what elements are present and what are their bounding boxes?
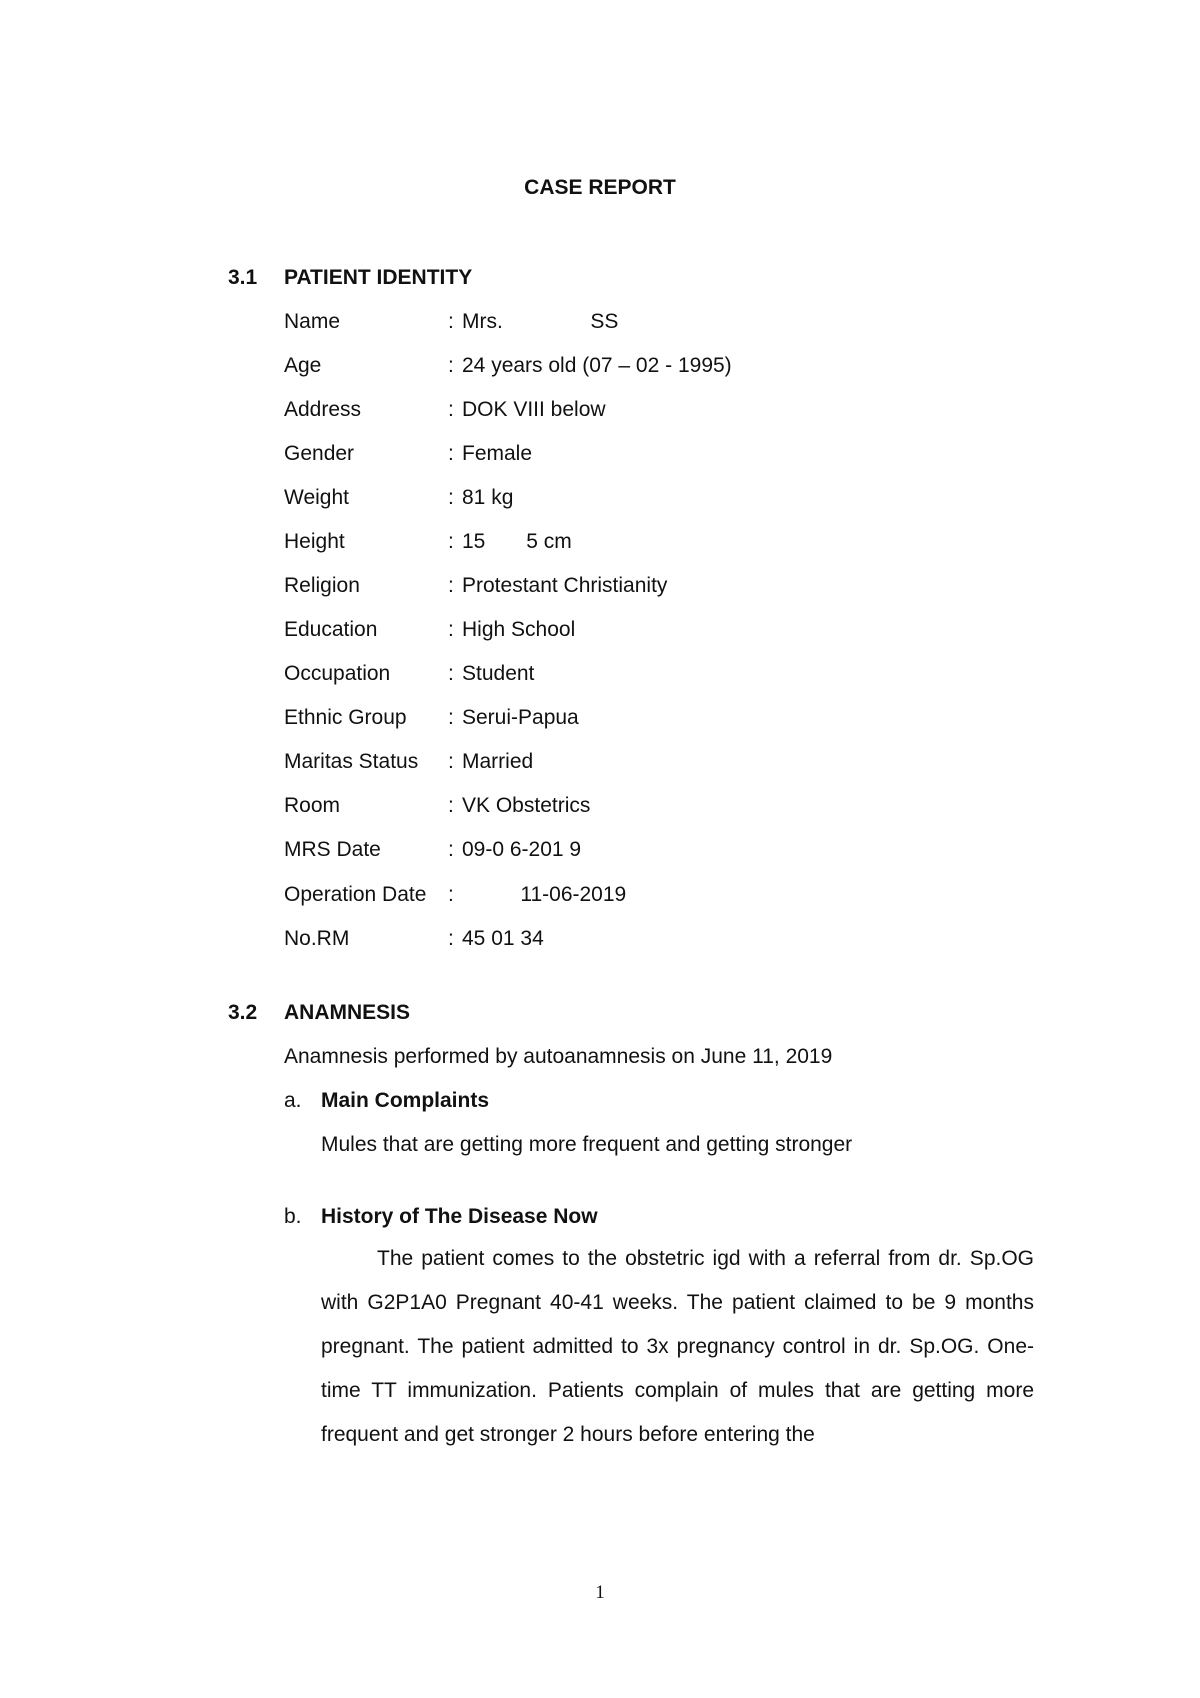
field-value: High School: [462, 618, 576, 641]
field-value: 11-06-2019: [462, 883, 627, 906]
field-row: Religion : Protestant Christianity: [284, 574, 668, 597]
field-value: DOK VIII below: [462, 398, 606, 421]
field-value: 09-0 6-201 9: [462, 838, 582, 861]
field-label: No.RM: [284, 927, 350, 950]
field-label: Height: [284, 530, 345, 553]
field-value: Serui-Papua: [462, 706, 579, 729]
field-row: Address : DOK VIII below: [284, 398, 606, 421]
anamnesis-intro: Anamnesis performed by autoanamnesis on June 11, 2019: [284, 1045, 833, 1068]
field-label: Operation Date: [284, 883, 427, 906]
field-label: Ethnic Group: [284, 706, 407, 729]
field-row: Gender : Female: [284, 442, 533, 465]
field-row: Operation Date : 11-06-2019: [284, 883, 627, 906]
history-text: The patient comes to the obstetric igd with a referral from dr. Sp.OG with G2P1A0 Pregnant 40-41 weeks. The patient claimed to be 9 months pregnant. The patient admitted to 3x pregnancy control in dr. Sp.OG. One-time TT immunization. Patients complain of mules that are getting more frequent and get stronger 2 hours before entering the: [321, 1247, 1034, 1446]
field-row: Ethnic Group : Serui-Papua: [284, 706, 579, 729]
field-row: Maritas Status : Married: [284, 750, 534, 773]
page-number: 1: [595, 1582, 605, 1603]
field-value: Student: [462, 662, 535, 685]
main-complaints-text: Mules that are getting more frequent and getting stronger: [321, 1133, 853, 1156]
field-row: Height : 15 5 cm: [284, 530, 572, 553]
subsection-title-history: History of The Disease Now: [321, 1205, 598, 1228]
field-value: Married: [462, 750, 534, 773]
field-label: Education: [284, 618, 378, 641]
field-value: Mrs. SS: [462, 310, 619, 333]
subsection-letter: b.: [284, 1205, 302, 1228]
field-value: Female: [462, 442, 533, 465]
document-title: CASE REPORT: [524, 176, 676, 199]
subsection-letter: a.: [284, 1089, 302, 1112]
field-row: Name : Mrs. SS: [284, 310, 619, 333]
field-label: Name: [284, 310, 341, 333]
field-row: Age : 24 years old (07 – 02 - 1995): [284, 354, 732, 377]
field-label: Age: [284, 354, 322, 377]
field-row: MRS Date : 09-0 6-201 9: [284, 838, 582, 861]
field-label: Weight: [284, 486, 349, 509]
section-number: 3.1: [228, 266, 258, 289]
field-row: Education : High School: [284, 618, 576, 641]
field-value: 81 kg: [462, 486, 514, 509]
field-value: VK Obstetrics: [462, 794, 591, 817]
field-label: Address: [284, 398, 362, 421]
section-number: 3.2: [228, 1001, 258, 1024]
field-label: Room: [284, 794, 341, 817]
field-value: Protestant Christianity: [462, 574, 668, 597]
field-label: Maritas Status: [284, 750, 419, 773]
field-row: Room : VK Obstetrics: [284, 794, 591, 817]
field-row: Occupation : Student: [284, 662, 535, 685]
subsection-title-main-complaints: Main Complaints: [321, 1089, 490, 1112]
field-label: Religion: [284, 574, 360, 597]
field-label: Occupation: [284, 662, 391, 685]
section-title-patient-identity: PATIENT IDENTITY: [284, 266, 473, 289]
field-row: Weight : 81 kg: [284, 486, 514, 509]
section-title-anamnesis: ANAMNESIS: [284, 1001, 411, 1024]
field-label: Gender: [284, 442, 355, 465]
history-paragraph: [321, 1237, 1034, 1457]
field-label: MRS Date: [284, 838, 381, 861]
field-value: 15 5 cm: [462, 530, 572, 553]
field-value: 45 01 34: [462, 927, 544, 950]
field-value: 24 years old (07 – 02 - 1995): [462, 354, 732, 377]
field-row: No.RM : 45 01 34: [284, 927, 544, 950]
